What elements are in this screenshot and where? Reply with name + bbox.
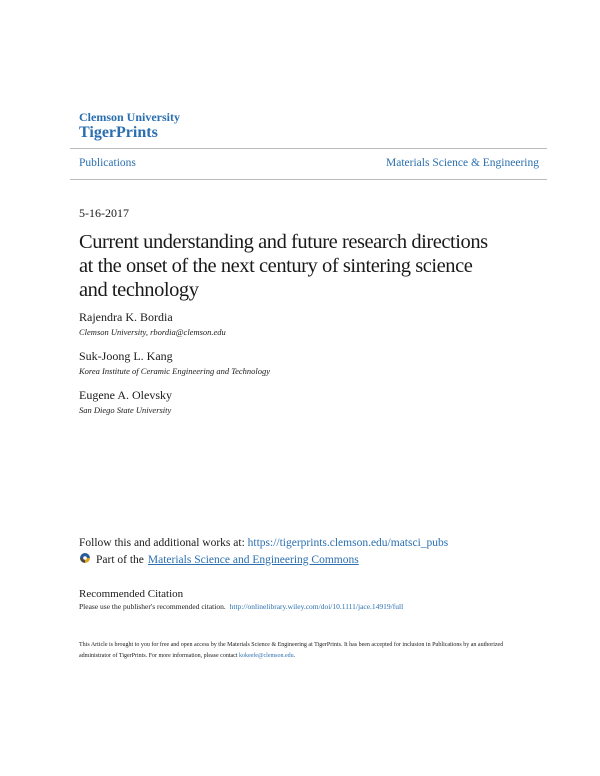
institution-name: Clemson University bbox=[79, 110, 180, 124]
top-divider bbox=[70, 148, 547, 149]
collection-url-link[interactable]: https://tigerprints.clemson.edu/matsci_pubs bbox=[247, 537, 449, 549]
recommended-citation-text: Please use the publisher's recommended citation. bbox=[79, 602, 226, 611]
author-affiliation: Clemson University, rbordia@clemson.edu bbox=[79, 327, 226, 337]
notice-end: . bbox=[293, 653, 296, 659]
department-link[interactable]: Materials Science & Engineering bbox=[386, 157, 539, 169]
part-of-line bbox=[79, 552, 359, 567]
recommended-citation-line bbox=[79, 602, 403, 611]
commons-network-icon bbox=[79, 552, 91, 567]
repository-name: TigerPrints bbox=[79, 124, 158, 141]
article-title: Current understanding and future research directions at the onset of the next century of sintering science and technology bbox=[79, 231, 488, 301]
commons-link[interactable]: Materials Science and Engineering Commons bbox=[147, 553, 359, 566]
notice-text: This Article is brought to you for free and open access by the Materials Science & Engineering at TigerPrints. It has been accepted for inclusion in Publications by an authorized administrator of TigerPrints. For more information, please contact bbox=[79, 642, 504, 659]
author-name: Suk-Joong L. Kang bbox=[79, 349, 173, 363]
author-affiliation: Korea Institute of Ceramic Engineering and Technology bbox=[79, 366, 271, 376]
author-block bbox=[79, 388, 172, 416]
author-name: Rajendra K. Bordia bbox=[79, 310, 173, 324]
author-affiliation: San Diego State University bbox=[79, 405, 172, 415]
access-notice bbox=[79, 640, 529, 662]
repository-brand bbox=[79, 110, 180, 142]
publication-date: 5-16-2017 bbox=[79, 206, 129, 220]
follow-text: Follow this and additional works at: bbox=[79, 537, 245, 549]
part-of-label: Part of the bbox=[96, 553, 144, 566]
contact-email-link[interactable]: kokeefe@clemson.edu bbox=[238, 653, 294, 659]
publisher-doi-link[interactable]: http://onlinelibrary.wiley.com/doi/10.1111/jace.14919/full bbox=[229, 602, 404, 611]
publications-link[interactable]: Publications bbox=[79, 157, 136, 169]
recommended-citation-heading: Recommended Citation bbox=[79, 588, 184, 600]
author-block bbox=[79, 349, 270, 377]
author-block bbox=[79, 310, 226, 338]
author-name: Eugene A. Olevsky bbox=[79, 388, 172, 402]
collection-nav bbox=[79, 157, 539, 173]
bottom-divider bbox=[70, 179, 547, 180]
follow-line bbox=[79, 537, 448, 549]
